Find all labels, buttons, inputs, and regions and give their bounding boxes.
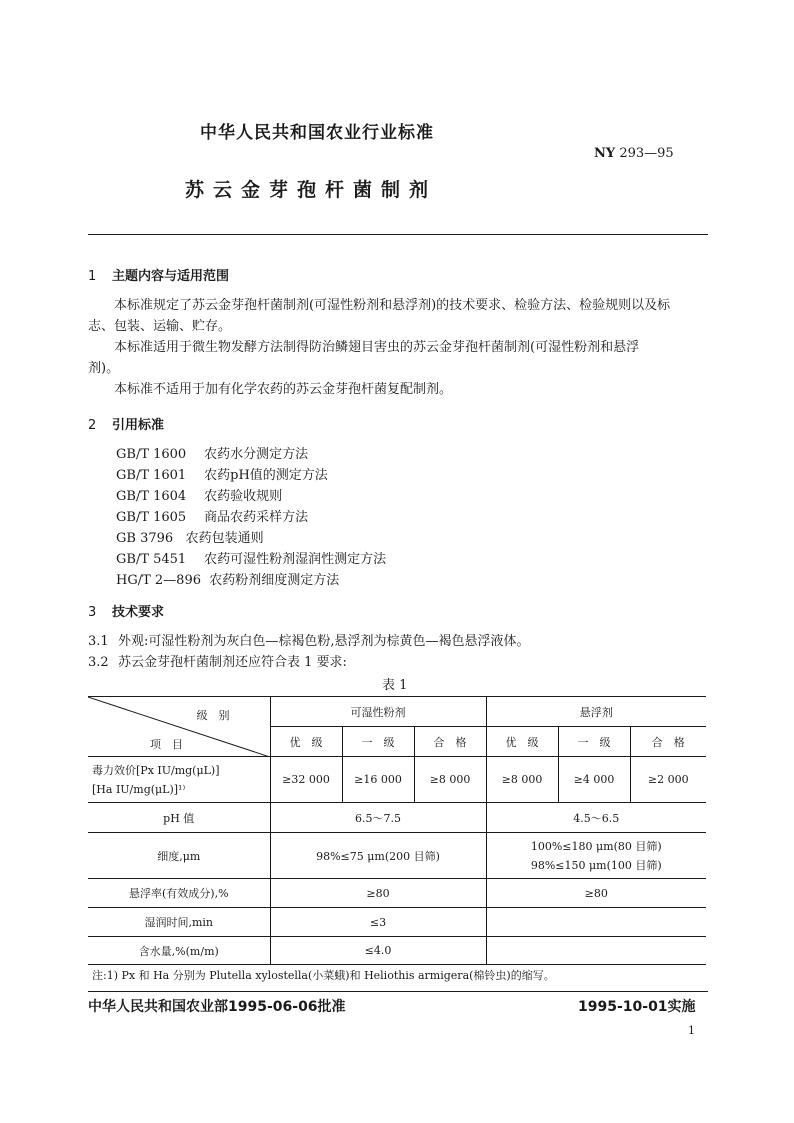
paragraph-1: 本标准规定了苏云金芽孢杆菌制剂(可湿性粉剂和悬浮剂)的技术要求、检验方法、检验规则以及标 (114, 298, 671, 313)
paragraph-1-cont: 志、包装、运输、贮存。 (88, 319, 232, 334)
table-caption: 表 1 (382, 678, 408, 693)
moisture-value-sc (486, 937, 706, 965)
reference-item: GB/T 1601 农药pH值的测定方法 (116, 468, 328, 483)
clause-3-2-text: 苏云金芽孢杆菌制剂还应符合表 1 要求: (118, 655, 347, 670)
reference-item: GB/T 1604 农药验收规则 (116, 489, 283, 504)
paragraph-2: 本标准适用于微生物发酵方法制得防治鳞翅目害虫的苏云金芽孢杆菌制剂(可湿性粉剂和悬浮 (114, 340, 640, 355)
potency-value: ≥16 000 (342, 757, 414, 803)
issuing-authority-title: 中华人民共和国农业行业标准 (200, 123, 434, 143)
group-header-wettable-powder: 可湿性粉剂 (270, 697, 486, 727)
row-label-fineness: 细度,μm (88, 833, 270, 879)
reference-item: GB/T 1600 农药水分测定方法 (116, 447, 309, 462)
row-label-wetting: 湿润时间,min (88, 908, 270, 937)
clause-3-2 (88, 652, 708, 673)
grade-cell: 一 级 (558, 727, 630, 757)
ph-value-wp: 6.5～7.5 (270, 803, 486, 833)
standard-number (594, 146, 674, 161)
document-title: 苏云金芽孢杆菌制剂 (185, 179, 438, 201)
clause-3-1-text: 外观:可湿性粉剂为灰白色—棕褐色粉,悬浮剂为棕黄色—褐色悬浮液体。 (118, 634, 530, 649)
fineness-value-sc: 100%≤180 μm(80 目筛) 98%≤150 μm(100 目筛) (486, 833, 706, 879)
implementation-date: 1995-10-01实施 (578, 999, 696, 1015)
wetting-value-wp: ≤3 (270, 908, 486, 937)
section-1-number: 1 (88, 269, 97, 284)
page-number: 1 (688, 1024, 695, 1037)
reference-item: HG/T 2—896 农药粉剂细度测定方法 (116, 573, 340, 588)
row-label-potency: 毒力效价[Px IU/mg(μL)] [Ha IU/mg(μL)]¹⁾ (88, 757, 270, 803)
suspension-value-wp: ≥80 (270, 879, 486, 908)
potency-value: ≥8 000 (486, 757, 558, 803)
potency-value: ≥32 000 (270, 757, 342, 803)
table-footnote: 注:1) Px 和 Ha 分别为 Plutella xylostella(小菜蛾)和 Heliothis armigera(棉铃虫)的缩写。 (92, 969, 555, 982)
section-2-title: 引用标准 (112, 418, 165, 433)
row-label-suspension: 悬浮率(有效成分),% (88, 879, 270, 908)
grade-cell: 合 格 (414, 727, 486, 757)
clause-3-2-number: 3.2 (88, 655, 109, 670)
fineness-value-wp: 98%≤75 μm(200 目筛) (270, 833, 486, 879)
section-3-number: 3 (88, 605, 97, 620)
grade-header: 级 别 (196, 709, 230, 722)
header-divider (88, 234, 708, 235)
grade-cell: 合 格 (630, 727, 706, 757)
standard-code: 293—95 (619, 146, 674, 161)
grade-cell: 一 级 (342, 727, 414, 757)
reference-item: GB/T 5451 农药可湿性粉剂湿润性测定方法 (116, 552, 387, 567)
reference-item: GB/T 1605 商品农药采样方法 (116, 510, 309, 525)
row-label-ph: pH 值 (88, 803, 270, 833)
approval-date: 中华人民共和国农业部1995-06-06批准 (88, 999, 346, 1015)
section-1-heading (88, 265, 229, 284)
potency-value: ≥2 000 (630, 757, 706, 803)
reference-item: GB 3796 农药包装通则 (116, 531, 264, 546)
clause-3-1-number: 3.1 (88, 634, 109, 649)
table-corner-header (88, 697, 270, 757)
row-label-moisture: 含水量,%(m/m) (88, 937, 270, 965)
paragraph-2-cont: 剂)。 (88, 361, 120, 376)
standard-prefix: NY (594, 146, 616, 161)
section-2-number: 2 (88, 418, 97, 433)
spec-table (88, 696, 706, 965)
paragraph-3: 本标准不适用于加有化学农药的苏云金芽孢杆菌复配制剂。 (114, 382, 453, 397)
grade-cell: 优 级 (270, 727, 342, 757)
moisture-value-wp: ≤4.0 (270, 937, 486, 965)
wetting-value-sc (486, 908, 706, 937)
footer-divider (88, 991, 708, 992)
clause-3-1 (88, 631, 708, 652)
group-header-suspension: 悬浮剂 (486, 697, 706, 727)
ph-value-sc: 4.5～6.5 (486, 803, 706, 833)
section-3-title: 技术要求 (112, 605, 165, 620)
section-3-heading (88, 601, 164, 620)
grade-cell: 优 级 (486, 727, 558, 757)
section-1-body (88, 295, 708, 400)
section-2-heading (88, 414, 164, 433)
potency-value: ≥4 000 (558, 757, 630, 803)
section-1-title: 主题内容与适用范围 (112, 269, 230, 284)
item-header: 项 目 (150, 738, 183, 751)
potency-value: ≥8 000 (414, 757, 486, 803)
suspension-value-sc: ≥80 (486, 879, 706, 908)
